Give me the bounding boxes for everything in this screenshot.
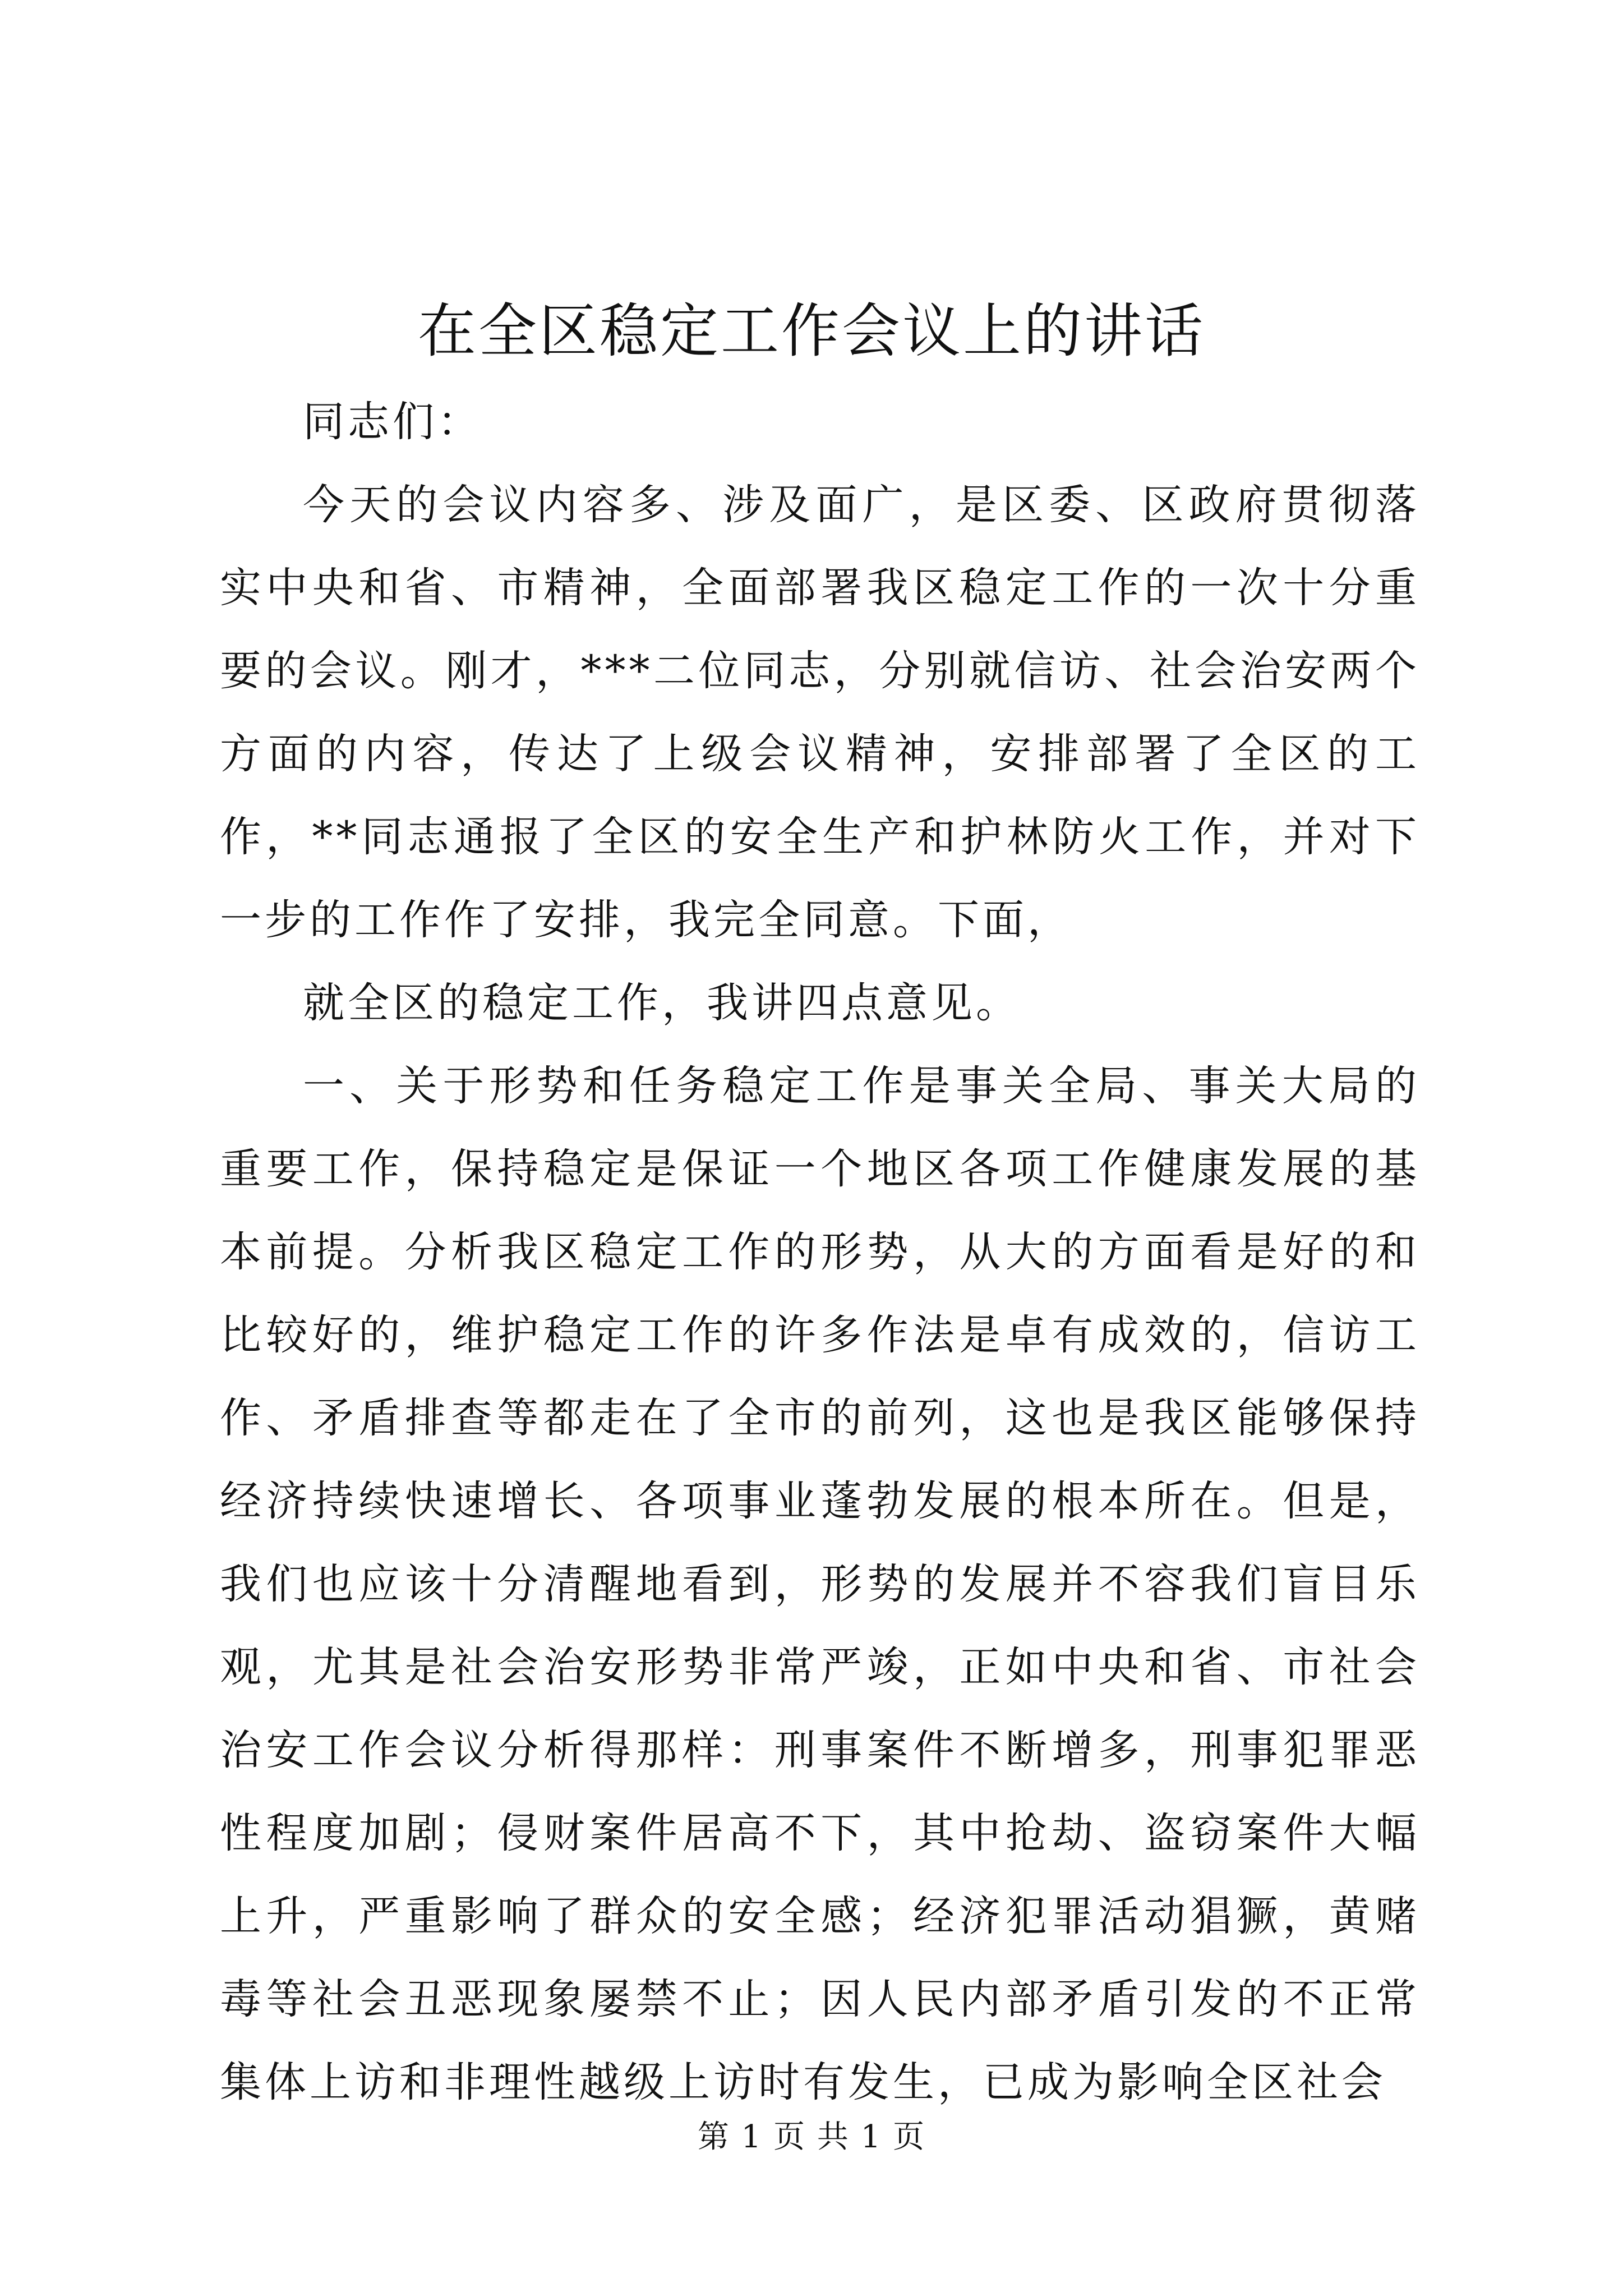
salutation-paragraph: 同志们： [303, 398, 482, 446]
body-paragraph: 一、关于形势和任务稳定工作是事关全局、事关大局的重要工作，保持稳定是保证一个地区各项工作健康发展的基本前提。分析我区稳定工作的形势，从大的方面看是好的和比较好的，维护稳定工作的许多作法是卓有成效的，信访工作、矛盾排查等都走在了全市的前列，这也是我区能够保持经济持续快速增长、各项事业蓬勃发展的根本所在。但是，我们也应该十分清醒地看到，形势的发展并不容我们盲目乐观，尤其是社会治安形势非常严竣，正如中央和省、市社会治安工作会议分析得那样：刑事案件不断增多，刑事犯罪恶性程度加剧；侵财案件居高不下，其中抢劫、盗窃案件大幅上升，严重影响了群众的安全感；经济犯罪活动猖獗，黄赌毒等社会丑恶现象屡禁不止；因人民内部矛盾引发的不正常集体上访和非理性越级上访时有发生，已成为影响全区社会 [220, 1062, 1420, 2106]
body-paragraph: 今天的会议内容多、涉及面广，是区委、区政府贯彻落实中央和省、市精神，全面部署我区稳定工作的一次十分重要的会议。刚才，***二位同志，分别就信访、社会治安两个方面的内容，传达了上级会议精神，安排部署了全区的工作，**同志通报了全区的安全生产和护林防火工作，并对下一步的工作作了安排，我完全同意。下面， [220, 481, 1420, 944]
page-footer: 第 1 页 共 1 页 [697, 2119, 926, 2155]
body-paragraph: 就全区的稳定工作，我讲四点意见。 [303, 979, 1021, 1027]
document-body [220, 380, 1420, 2124]
document-title: 在全区稳定工作会议上的讲话 [417, 297, 1205, 365]
